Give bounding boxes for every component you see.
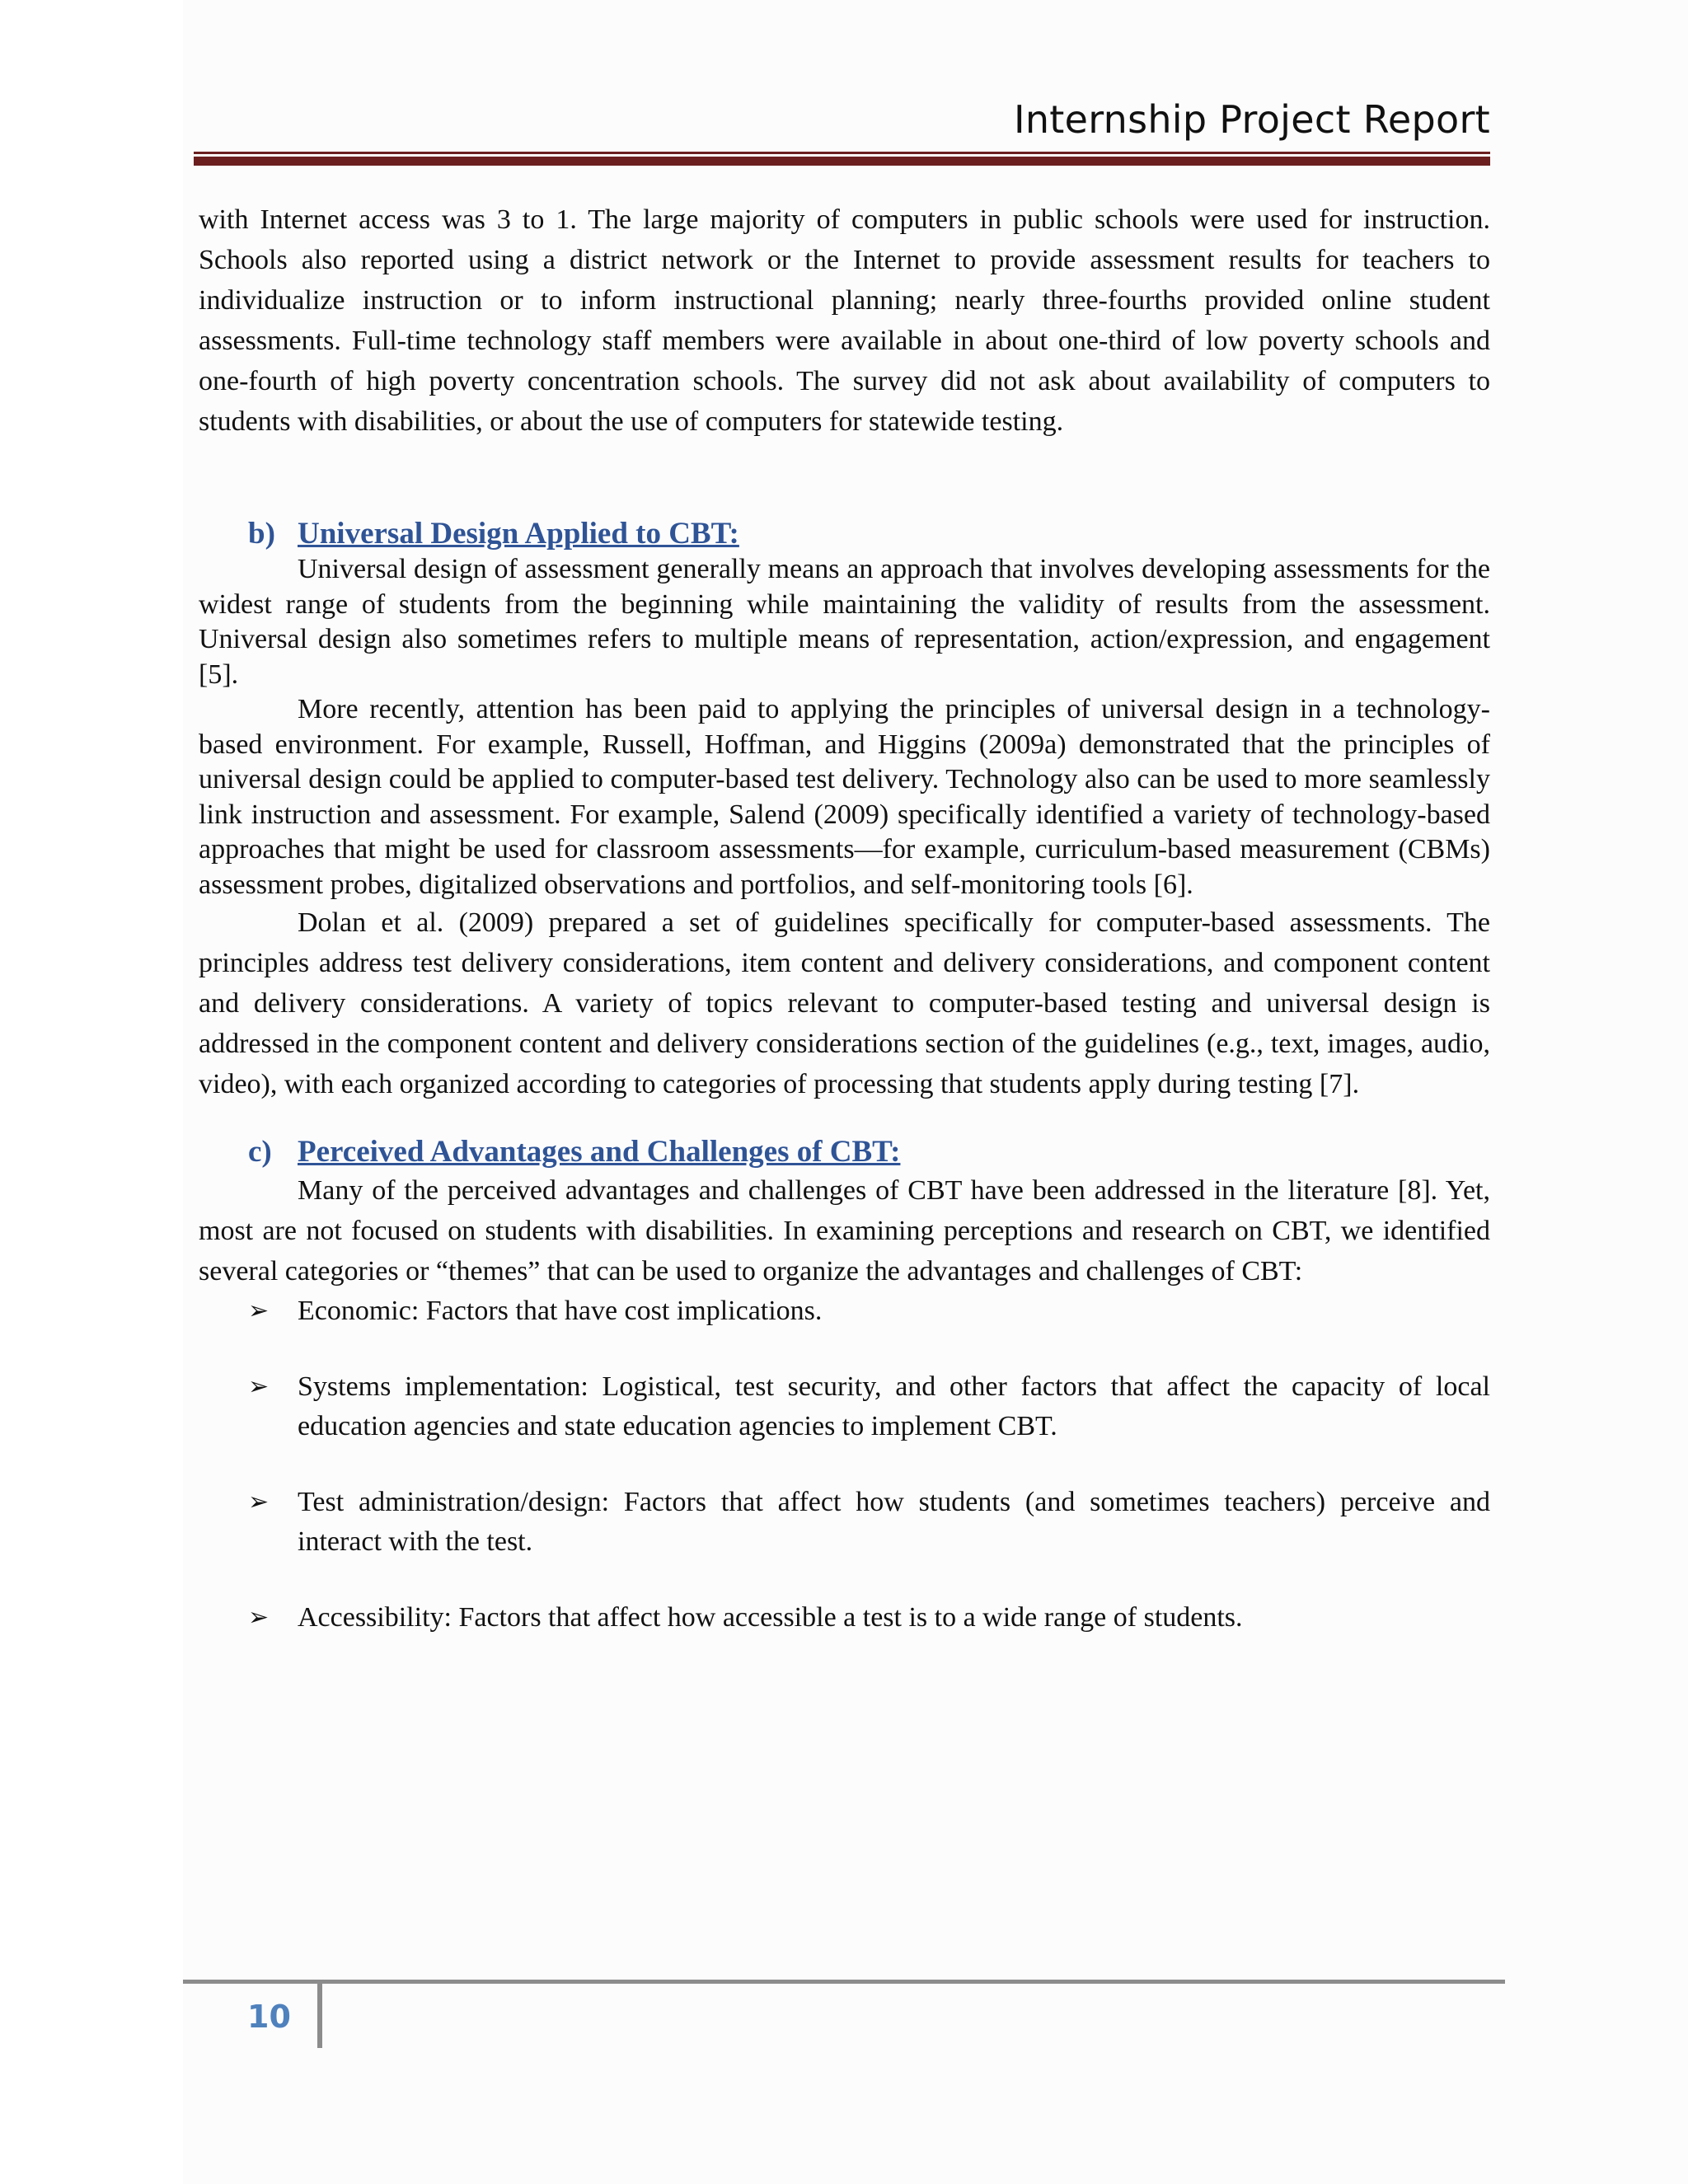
list-item-text: Systems implementation: Logistical, test security, and other factors that affect the capacity of local education agencies and state education agencies to implement CBT. [298,1371,1490,1441]
section-c-heading [199,1134,1490,1170]
ud-paragraph-2: More recently, attention has been paid to applying the principles of universal design in a technology-based environment. For example, Russell, Hoffman, and Higgins (2009a) demonstrated that the principles of universal design could be applied to computer-based test delivery. Technology also can be used to more seamlessly link instruction and assessment. For example, Salend (2009) specifically identified a variety of technology-based approaches that might be used for classroom assessments—for example, curriculum-based measurement (CBMs) assessment probes, digitalized observations and portfolios, and self-monitoring tools [6]. [199,694,1490,900]
section-b-marker: b) [248,517,275,551]
header-title: Internship Project Report [1013,97,1490,142]
list-item [199,1291,1490,1331]
section-c-title: Perceived Advantages and Challenges of CBT: [298,1135,901,1169]
page-content [199,199,1490,1674]
arrow-bullet-icon: ➢ [248,1603,270,1632]
intro-paragraph: with Internet access was 3 to 1. The large majority of computers in public schools were used for instruction. Schools also reported using a district network or the Internet to provide assessment results for teachers to individualize instruction or to inform instructional planning; nearly three-fourths provided online student assessments. Full-time technology staff members were available in about one-third of low poverty schools and one-fourth of high poverty concentration schools. The survey did not ask about availability of computers to students with disabilities, or about the use of computers for statewide testing. [199,204,1490,437]
arrow-bullet-icon: ➢ [248,1372,270,1401]
list-item-text: Accessibility: Factors that affect how accessible a test is to a wide range of students. [298,1602,1243,1633]
ud-paragraph-3: Dolan et al. (2009) prepared a set of guidelines specifically for computer-based assessments. The principles address test delivery considerations, item content and delivery considerations, and component content and delivery considerations. A variety of topics relevant to computer-based testing and universal design is addressed in the component content and delivery considerations section of the guidelines (e.g., text, images, audio, video), with each organized according to categories of processing that students apply during testing [7]. [199,907,1490,1099]
list-item [199,1367,1490,1446]
list-item [199,1483,1490,1562]
arrow-bullet-icon: ➢ [248,1296,270,1325]
section-b-heading [199,516,1490,552]
section-b-title: Universal Design Applied to CBT: [298,517,739,551]
header-rule-thick [194,157,1490,166]
arrow-bullet-icon: ➢ [248,1488,270,1516]
footer-rule [183,1980,1505,1984]
footer-divider [317,1984,322,2048]
list-item-text: Economic: Factors that have cost implications. [298,1296,823,1326]
page-number: 10 [247,1999,291,2035]
header-rule-thin [194,152,1490,154]
list-item-text: Test administration/design: Factors that affect how students (and sometimes teachers) perceive and interact with the test. [298,1487,1490,1557]
section-c-marker: c) [248,1135,272,1169]
ud-paragraph-1: Universal design of assessment generally means an approach that involves developing assessments for the widest range of students from the beginning while maintaining the validity of results from the assessment. Universal design also sometimes refers to multiple means of representation, action/expression, and engagement [5]. [199,554,1490,690]
adv-paragraph-1: Many of the perceived advantages and challenges of CBT have been addressed in the literature [8]. Yet, most are not focused on students with disabilities. In examining perceptions and research on CBT, we identified several categories or “themes” that can be used to organize the advantages and challenges of CBT: [199,1175,1490,1286]
theme-list [199,1291,1490,1638]
list-item [199,1598,1490,1638]
